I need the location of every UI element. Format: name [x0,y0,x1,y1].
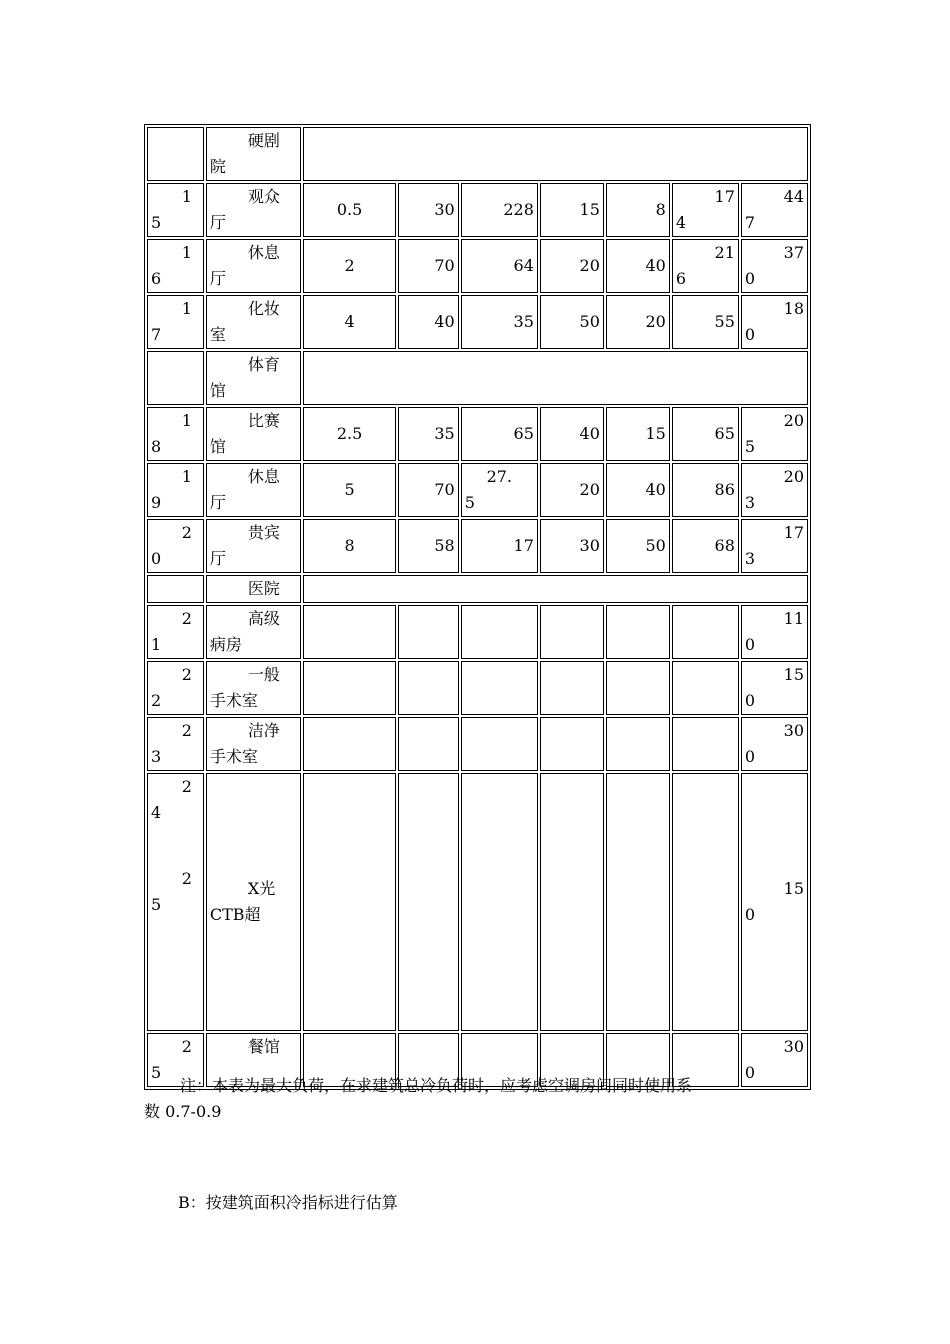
table-row [147,183,808,237]
row-name-cell [206,295,301,349]
row-name-main: 洁净 [247,721,280,740]
row-name-rest: 馆 [209,381,226,400]
value-cell-7 [741,717,808,771]
group-empty-cell [303,351,808,405]
value-bottom: 5 [744,437,756,456]
row-name-rest: 厅 [209,213,226,232]
value-cell [303,661,395,715]
row-name-rest: 厅 [209,493,226,512]
value-cell: 58 [398,519,459,573]
row-name-cell [206,575,301,603]
value-cell: 30 [540,519,604,573]
value-cell-6 [672,661,739,715]
value-cell-7 [741,183,808,237]
row-index-part: 1 [181,187,192,206]
row-index-cell [147,295,204,349]
value-cell: 30 [398,183,459,237]
row-index-part: 5 [151,213,162,232]
row-index-cell [147,605,204,659]
row-name-cell [206,717,301,771]
value-cell [461,605,538,659]
value-cell-7 [741,661,808,715]
value-bottom: 4 [675,213,687,232]
row-name-cell [206,773,301,1031]
row-name-main: 化妆 [247,299,280,318]
value-top: 11 [783,609,804,628]
value-top: 27. [486,467,513,486]
row-index-cell [147,773,204,1031]
value-cell [540,773,604,1031]
value-cell: 40 [606,239,670,293]
row-index-cell [147,351,204,405]
row-index-part: 1 [181,467,192,486]
row-index-part: 5 [151,895,162,914]
value-top: 20 [783,411,804,430]
value-cell [606,661,670,715]
value-cell [398,773,459,1031]
value-cell-7 [741,407,808,461]
note-line-1: 注：本表为最大负荷，在求建筑总冷负荷时，应考虑空调房间同时使用系 [180,1076,693,1095]
value-cell [540,605,604,659]
row-index-part: 2 [181,665,192,684]
row-index-part: 2 [181,721,192,740]
value-cell [540,661,604,715]
value-bottom: 0 [744,635,756,654]
row-index-cell [147,239,204,293]
row-name-rest: 室 [209,325,226,344]
value-cell-6: 65 [672,407,739,461]
value-cell-6: 86 [672,463,739,517]
value-top: 30 [783,1037,804,1056]
value-cell: 15 [540,183,604,237]
value-cell [606,605,670,659]
value-top: 37 [783,243,804,262]
value-top: 20 [783,467,804,486]
table-row [147,575,808,603]
value-cell-6: 68 [672,519,739,573]
row-name-main: 比赛 [247,411,280,430]
value-cell: 35 [461,295,538,349]
value-cell: 50 [540,295,604,349]
row-index-cell [147,463,204,517]
table-note [144,1073,804,1125]
value-cell: 70 [398,239,459,293]
value-cell: 2.5 [303,407,395,461]
value-top: 17 [714,187,735,206]
row-index-cell [147,127,204,181]
row-name-main: 一般 [247,665,280,684]
row-name-cell [206,407,301,461]
value-cell [398,661,459,715]
value-cell [303,773,395,1031]
value-cell: 15 [606,407,670,461]
value-cell-6 [672,239,739,293]
row-index-part: 1 [181,243,192,262]
value-cell: 35 [398,407,459,461]
row-name-main: 高级 [247,609,280,628]
group-empty-cell [303,575,808,603]
value-bottom: 0 [744,905,756,924]
row-name-main: 硬剧 [247,131,280,150]
row-index-part: 2 [181,523,192,542]
row-index-part: 1 [181,299,192,318]
group-empty-cell [303,127,808,181]
row-name-cell [206,183,301,237]
row-index-part: 2 [181,869,192,888]
row-name-cell [206,519,301,573]
row-index-part: 2 [181,609,192,628]
value-cell-6 [672,717,739,771]
row-index-part: 3 [151,747,162,766]
row-name-rest: 厅 [209,269,226,288]
row-name-cell [206,239,301,293]
row-name-rest: CTB超 [209,905,261,924]
value-cell [461,463,538,517]
section-heading: B：按建筑面积冷指标进行估算 [178,1193,398,1212]
value-cell [303,717,395,771]
table-row [147,605,808,659]
value-bottom: 0 [744,747,756,766]
table-row [147,463,808,517]
value-cell [398,605,459,659]
row-index-part: 4 [151,803,162,822]
row-index-part: 9 [151,493,162,512]
note-line-2: 数 0.7-0.9 [144,1102,222,1121]
row-index-part: 1 [181,411,192,430]
value-cell [303,605,395,659]
value-cell-7 [741,295,808,349]
value-top: 15 [783,879,804,898]
value-cell-6 [672,605,739,659]
value-cell-7 [741,605,808,659]
row-name-cell [206,351,301,405]
value-cell-6 [672,773,739,1031]
row-index-part: 2 [181,777,192,796]
value-cell: 65 [461,407,538,461]
table-row [147,239,808,293]
value-bottom: 0 [744,325,756,344]
value-cell-7 [741,773,808,1031]
value-bottom: 6 [675,269,687,288]
row-name-main: 餐馆 [247,1037,280,1056]
table-row [147,661,808,715]
table-row [147,519,808,573]
value-top: 21 [714,243,735,262]
row-name-main: 观众 [247,187,280,206]
row-index-part: 1 [151,635,162,654]
value-cell [606,717,670,771]
value-top: 17 [783,523,804,542]
row-index-cell [147,575,204,603]
value-cell: 8 [606,183,670,237]
table-row [147,351,808,405]
value-cell-7 [741,519,808,573]
value-cell: 20 [606,295,670,349]
value-cell [398,717,459,771]
value-bottom: 3 [744,493,756,512]
row-name-cell [206,463,301,517]
value-cell: 40 [398,295,459,349]
value-cell: 40 [540,407,604,461]
table-row [147,295,808,349]
value-cell: 8 [303,519,395,573]
row-name-rest: 馆 [209,437,226,456]
row-name-main: 贵宾 [247,523,280,542]
value-cell [540,717,604,771]
value-cell: 5 [303,463,395,517]
row-index-part: 2 [181,1037,192,1056]
value-cell: 2 [303,239,395,293]
value-cell: 17 [461,519,538,573]
value-cell [461,773,538,1031]
value-top: 44 [783,187,804,206]
value-bottom: 0 [744,269,756,288]
value-top: 30 [783,721,804,740]
value-cell: 228 [461,183,538,237]
load-table-container [144,124,811,1090]
row-name-cell [206,127,301,181]
value-cell: 4 [303,295,395,349]
value-bottom: 7 [744,213,756,232]
row-name-main: X光 [247,879,276,898]
row-name-rest: 手术室 [209,747,258,766]
value-bottom: 0 [744,1063,756,1082]
cooling-load-table [144,124,811,1090]
row-index-part: 5 [151,1063,162,1082]
row-index-part: 0 [151,549,162,568]
value-bottom: 0 [744,691,756,710]
row-index-part: 7 [151,325,162,344]
value-top: 15 [783,665,804,684]
value-cell: 20 [540,239,604,293]
value-cell-6: 55 [672,295,739,349]
table-row [147,407,808,461]
table-row [147,773,808,1031]
row-name-rest: 厅 [209,549,226,568]
row-name-rest: 手术室 [209,691,258,710]
row-name-rest: 院 [209,157,226,176]
row-index-part: 2 [151,691,162,710]
row-index-cell [147,183,204,237]
value-cell [461,717,538,771]
row-index-cell [147,661,204,715]
value-cell [606,773,670,1031]
value-cell: 40 [606,463,670,517]
row-index-cell [147,717,204,771]
table-row [147,127,808,181]
value-cell: 0.5 [303,183,395,237]
value-cell: 70 [398,463,459,517]
row-name-main: 体育 [247,355,280,374]
row-name-main: 休息 [247,243,280,262]
value-cell: 64 [461,239,538,293]
value-cell: 50 [606,519,670,573]
row-index-part: 6 [151,269,162,288]
value-cell: 20 [540,463,604,517]
row-name-cell [206,661,301,715]
value-bottom: 3 [744,549,756,568]
value-top: 18 [783,299,804,318]
row-name-main: 休息 [247,467,280,486]
row-index-cell [147,407,204,461]
value-cell [461,661,538,715]
value-cell-7 [741,239,808,293]
row-name-main: 医院 [247,579,280,598]
value-cell-7 [741,463,808,517]
row-name-cell [206,605,301,659]
table-row [147,717,808,771]
value-bottom: 5 [464,493,475,512]
row-name-rest: 病房 [209,635,242,654]
value-cell-6 [672,183,739,237]
row-index-part: 8 [151,437,162,456]
row-index-cell [147,519,204,573]
